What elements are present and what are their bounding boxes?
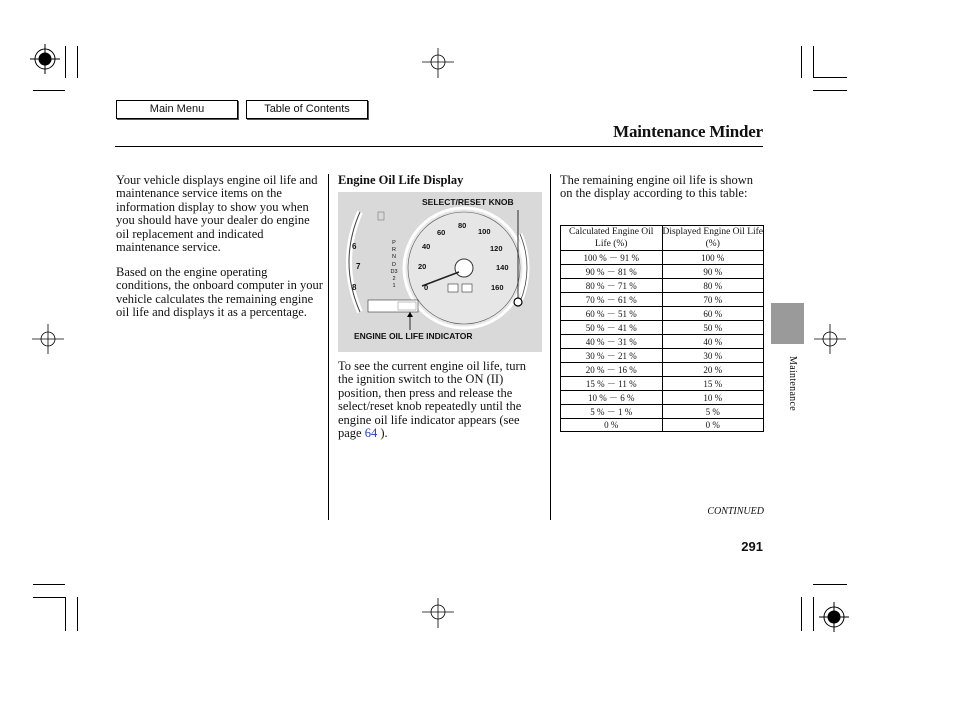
intro-paragraph: Your vehicle displays engine oil life and maintenance service items on the information display to show you when you should have your dealer do engine oil replacement and indicated maintenance service. [116, 173, 318, 255]
title-rule [115, 146, 763, 147]
tach-tick: 6 [352, 242, 357, 251]
displayed-cell: 60 % [662, 307, 764, 321]
speed-tick: 80 [458, 221, 467, 230]
table-body [561, 251, 764, 432]
section-tab[interactable] [771, 303, 804, 344]
table-row [561, 265, 764, 279]
gear-letter: D3 [390, 268, 398, 275]
page-number: 291 [741, 539, 763, 554]
header-calculated: Calculated Engine Oil Life (%) [561, 226, 663, 251]
table-row [561, 335, 764, 349]
column-divider [328, 174, 329, 520]
calculated-cell: 30 % － 21 % [561, 349, 663, 363]
calculated-cell: 0 % [561, 419, 663, 432]
table-row [561, 279, 764, 293]
table-row [561, 405, 764, 419]
gear-letter: N [392, 254, 396, 261]
calculated-cell: 15 % － 11 % [561, 377, 663, 391]
speed-tick: 120 [490, 244, 503, 253]
displayed-cell: 15 % [662, 377, 764, 391]
computer-paragraph: Based on the engine operating conditions, the onboard computer in your vehicle calculates the remaining engine oil life and displays it as a percentage. [116, 265, 323, 320]
tach-tick: 8 [352, 283, 357, 292]
engine-oil-life-indicator-label: ENGINE OIL LIFE INDICATOR [354, 331, 473, 341]
calculated-cell: 40 % － 31 % [561, 335, 663, 349]
table-row [561, 293, 764, 307]
page-title: Maintenance Minder [613, 122, 763, 141]
tach-tick: 7 [356, 262, 361, 271]
calculated-cell: 10 % － 6 % [561, 391, 663, 405]
oil-life-display-heading: Engine Oil Life Display [338, 173, 464, 187]
gear-letter: D [392, 261, 396, 268]
displayed-cell: 30 % [662, 349, 764, 363]
instructions-text: To see the current engine oil life, turn the ignition switch to the ON (II) position, then press and release the select/reset knob repeatedly until the engine oil life indicator appears (see page [338, 359, 526, 441]
calculated-cell: 90 % － 81 % [561, 265, 663, 279]
speed-tick: 160 [491, 283, 504, 292]
crosshair-icon [32, 324, 64, 354]
select-reset-knob-label: SELECT/RESET KNOB [422, 197, 514, 207]
gear-indicator [388, 240, 400, 290]
table-row [561, 377, 764, 391]
table-of-contents-button[interactable]: Table of Contents [246, 100, 368, 119]
page-64-link[interactable]: 64 [364, 426, 378, 441]
displayed-cell: 50 % [662, 321, 764, 335]
table-row [561, 419, 764, 432]
calculated-cell: 100 % － 91 % [561, 251, 663, 265]
gear-letter: P [392, 240, 396, 246]
crosshair-icon [422, 48, 454, 78]
speed-tick: 100 [478, 227, 491, 236]
crosshair-icon [422, 598, 454, 628]
displayed-cell: 70 % [662, 293, 764, 307]
table-row [561, 363, 764, 377]
table-row [561, 307, 764, 321]
oil-life-table [560, 225, 764, 432]
registration-target-icon [30, 44, 60, 74]
gear-letter: 1 [392, 283, 396, 290]
instructions-paragraph [338, 360, 544, 440]
continued-label: CONTINUED [707, 506, 764, 517]
displayed-cell: 20 % [662, 363, 764, 377]
registration-target-icon [819, 602, 849, 632]
displayed-cell: 80 % [662, 279, 764, 293]
displayed-cell: 10 % [662, 391, 764, 405]
header-displayed: Displayed Engine Oil Life (%) [662, 227, 764, 249]
table-header-row [561, 226, 764, 251]
speed-tick: 60 [437, 228, 446, 237]
calculated-cell: 5 % － 1 % [561, 405, 663, 419]
instructions-text-end: ). [377, 426, 388, 441]
instrument-cluster-illustration [338, 192, 542, 352]
speed-tick: 40 [422, 242, 431, 251]
calculated-cell: 20 % － 16 % [561, 363, 663, 377]
calculated-cell: 70 % － 61 % [561, 293, 663, 307]
table-row [561, 349, 764, 363]
speed-tick: 140 [496, 263, 509, 272]
column-divider [550, 174, 551, 520]
gear-letter: 2 [392, 276, 396, 283]
speed-tick: 0 [424, 283, 429, 292]
select-reset-knob [514, 298, 522, 306]
section-tab-label: Maintenance [786, 356, 798, 411]
displayed-cell: 0 % [662, 419, 764, 432]
calculated-cell: 60 % － 51 % [561, 307, 663, 321]
table-row [561, 321, 764, 335]
instrument-cluster-figure [338, 192, 542, 352]
displayed-cell: 90 % [662, 265, 764, 279]
table-intro-paragraph: The remaining engine oil life is shown on the display according to this table: [560, 173, 754, 201]
calculated-cell: 80 % － 71 % [561, 279, 663, 293]
displayed-cell: 40 % [662, 335, 764, 349]
speed-tick: 20 [418, 262, 427, 271]
displayed-cell: 5 % [662, 405, 764, 419]
displayed-cell: 100 % [662, 251, 764, 265]
table-row [561, 391, 764, 405]
gear-letter: R [392, 247, 396, 254]
table-row [561, 251, 764, 265]
calculated-cell: 50 % － 41 % [561, 321, 663, 335]
crosshair-icon [814, 324, 846, 354]
main-menu-button[interactable]: Main Menu [116, 100, 238, 119]
